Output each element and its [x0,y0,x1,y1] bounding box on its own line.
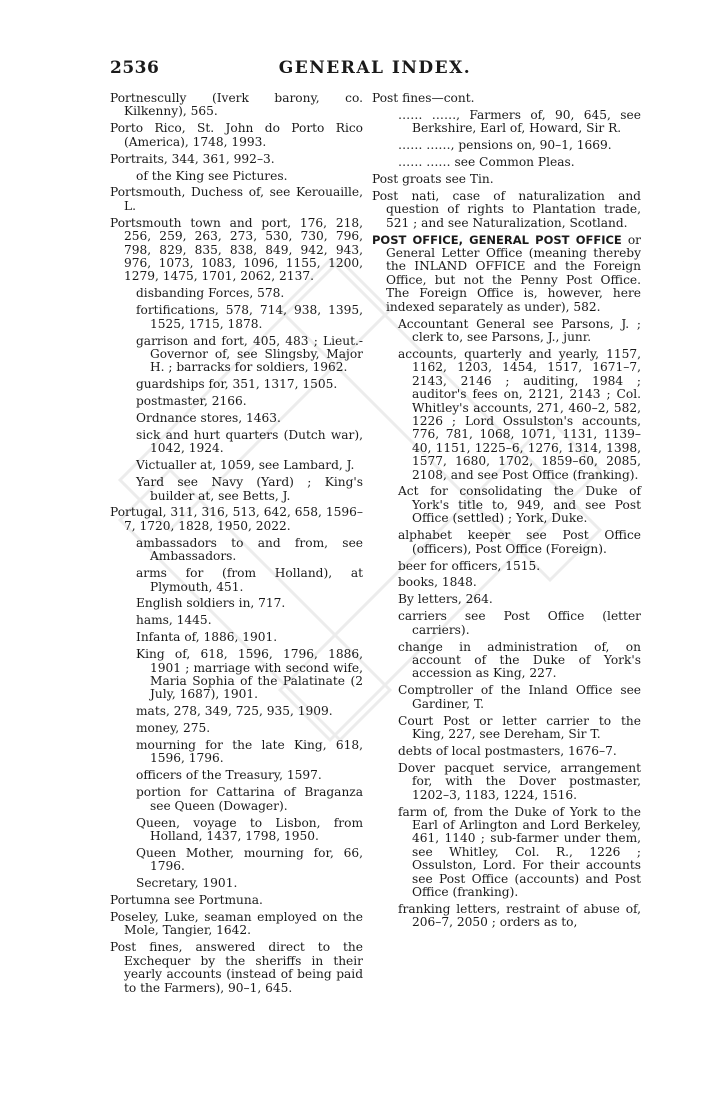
index-entry [372,234,641,314]
index-subentry: accounts, quarterly and yearly, 1157, 1162, 1203, 1454, 1517, 1671–7, 2143, 2146 ; auditing, 1984 ; auditor's fees on, 2121, 2143 ; Col. Whitley's accounts, 271, 460–2, 582, 1226 ; Lord Ossulston's accounts, 776, 781, 1068, 1071, 1131, 1139–40, 1151, 1225–6, 1276, 1314, 1398, 1577, 1680, 1702, 1859–60, 2085, 2108, and see Post Office (franking). [398,346,641,482]
index-subentry: Queen Mother, mourning for, 66, 1796. [136,845,363,874]
index-subentry: Act for consolidating the Duke of York's title to, 949, and see Post Office (settled) ; York, Duke. [398,484,641,526]
index-subentry: By letters, 264. [398,592,493,607]
index-entry: Post groats see Tin. [372,172,494,187]
page-header [110,58,640,84]
index-subentry: mats, 278, 349, 725, 935, 1909. [136,704,333,719]
index-subentry: beer for officers, 1515. [398,558,541,573]
index-subentry: franking letters, restraint of abuse of, 206–7, 2050 ; orders as to, [398,901,641,930]
index-subentry: ambassadors to and from, see Ambassadors. [136,535,363,564]
index-subentry: Dover pacquet service, arrangement for, with the Dover postmaster, 1202–3, 1183, 1224, 1516. [398,760,641,802]
index-subentry: hams, 1445. [136,613,212,628]
index-subentry: Court Post or letter carrier to the King, 227, see Dereham, Sir T. [398,713,641,741]
index-subentry: Accountant General see Parsons, J. ; clerk to, see Parsons, J., junr. [398,316,641,344]
index-subentry: debts of local postmasters, 1676–7. [398,743,617,758]
index-subentry: …… ……, pensions on, 90–1, 1669. [398,138,612,153]
index-subentry: of the King see Pictures. [136,168,288,183]
index-entry-text: or General Letter Office (meaning thereby the INLAND OFFICE and the Foreign Office, but not the Penny Post Office. The Foreign Office is, however, here indexed separately as under), 582. [386,232,642,314]
index-subentry: farm of, from the Duke of York to the Earl of Arlington and Lord Berkeley, 461, 1140 ; sub-farmer under them, see Whitley, Col. R., 1226 ; Ossulston, Lord. For their accounts see Post Office (accounts) and Post Office (franking). [398,804,641,899]
index-subentry: books, 1848. [398,575,477,590]
index-column-left [110,92,363,998]
index-entry: Post fines, answered direct to the Exchequer by the sheriffs in their yearly accounts (instead of being paid to the Farmers), 90–1, 645. [110,940,363,995]
index-subentry: sick and hurt quarters (Dutch war), 1042, 1924. [136,427,363,456]
index-subentry: Victualler at, 1059, see Lambard, J. [136,458,355,473]
index-subentry: Ordnance stores, 1463. [136,411,281,426]
index-subentry: alphabet keeper see Post Office (officers), Post Office (Foreign). [398,528,641,556]
index-subentry: carriers see Post Office (letter carriers). [398,609,641,637]
index-entry: Portugal, 311, 316, 513, 642, 658, 1596–7, 1720, 1828, 1950, 2022. [110,505,363,533]
index-subentry: arms for (from Holland), at Plymouth, 451. [136,566,363,594]
index-subentry: mourning for the late King, 618, 1596, 1796. [136,738,363,766]
page-number: 2536 [110,58,160,78]
index-subentry: Infanta of, 1886, 1901. [136,630,278,645]
index-subentry: Comptroller of the Inland Office see Gardiner, T. [398,683,641,711]
page-title: GENERAL INDEX. [278,58,472,78]
index-entry: Porto Rico, St. John do Porto Rico (America), 1748, 1993. [110,121,363,149]
index-column-right [372,92,641,933]
index-subentry: guardships for, 351, 1317, 1505. [136,377,338,392]
index-subentry: fortifications, 578, 714, 938, 1395, 1525, 1715, 1878. [136,303,363,331]
index-subentry: Yard see Navy (Yard) ; King's builder at, see Betts, J. [136,475,363,503]
index-subentry: change in administration of, on account of the Duke of York's accession as King, 227. [398,639,641,681]
index-entry: Portsmouth, Duchess of, see Kerouaille, L. [110,185,363,213]
index-subentry: Secretary, 1901. [136,876,238,891]
index-subentry: English soldiers in, 717. [136,596,286,611]
index-subentry: …… ……, Farmers of, 90, 645, see Berkshire, Earl of, Howard, Sir R. [398,107,641,136]
index-entry: Portsmouth town and port, 176, 218, 256, 259, 263, 273, 530, 730, 796, 798, 829, 835, 838, 849, 942, 943, 976, 1073, 1083, 1096, 1155, 1200, 1279, 1475, 1701, 2062, 2137. [110,215,363,284]
index-entry: Portraits, 344, 361, 992–3. [110,151,275,166]
index-subentry: postmaster, 2166. [136,394,247,409]
index-subentry: King of, 618, 1596, 1796, 1886, 1901 ; marriage with second wife, Maria Sophia of the Palatinate (2 July, 1687), 1901. [136,647,363,702]
index-entry-heading: POST OFFICE, GENERAL POST OFFICE [372,232,622,247]
index-subentry: disbanding Forces, 578. [136,286,285,301]
index-subentry: …… …… see Common Pleas. [398,155,575,170]
index-subentry: portion for Cattarina of Braganza see Queen (Dowager). [136,785,363,813]
index-subentry: money, 275. [136,721,211,736]
index-entry: Portnescully (Iverk barony, co. Kilkenny), 565. [110,91,363,119]
index-entry: Post nati, case of naturalization and question of rights to Plantation trade, 521 ; and see Naturalization, Scotland. [372,188,641,230]
index-subentry: officers of the Treasury, 1597. [136,768,322,783]
index-subentry: Queen, voyage to Lisbon, from Holland, 1437, 1798, 1950. [136,815,363,843]
index-subentry: garrison and fort, 405, 483 ; Lieut.-Governor of, see Slingsby, Major H. ; barracks for soldiers, 1962. [136,333,363,375]
index-entry: Post fines—cont. [372,91,475,105]
index-entry: Portumna see Portmuna. [110,893,263,908]
index-entry: Poseley, Luke, seaman employed on the Mole, Tangier, 1642. [110,910,363,938]
